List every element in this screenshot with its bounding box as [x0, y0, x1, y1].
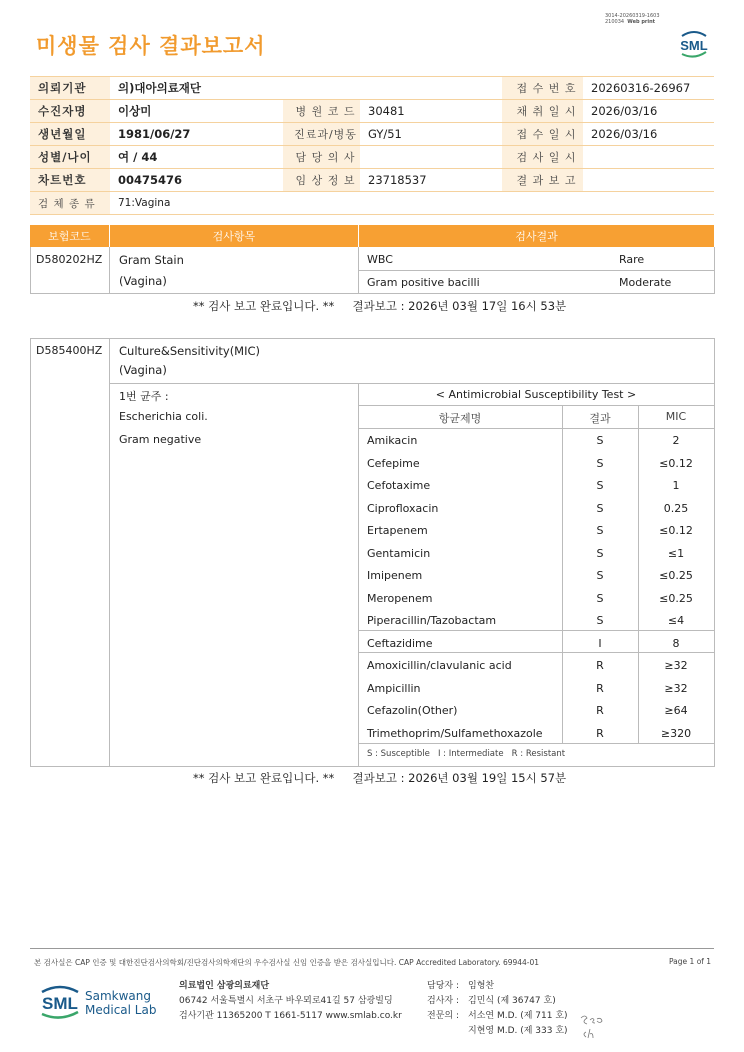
ast-drug: Amikacin	[367, 434, 418, 447]
org-contact: 검사기관 11365200 T 1661-5117 www.smlab.co.kr	[179, 1011, 402, 1021]
culture-name: Culture&Sensitivity(MIC)	[119, 344, 261, 358]
gram-result-name-0: WBC	[367, 253, 393, 266]
logo-name-line2: Medical Lab	[85, 1003, 157, 1017]
ast-mic: 8	[672, 636, 680, 650]
staff-row	[427, 1009, 568, 1024]
ast-drug: Imipenem	[367, 569, 423, 582]
ast-row	[358, 497, 714, 520]
ast-mic: 0.25	[663, 501, 689, 515]
ast-mic: ≤1	[667, 546, 685, 560]
patient-v2: 30481	[360, 100, 502, 123]
signature-icon	[578, 1010, 608, 1040]
patient-info-table	[30, 76, 714, 215]
patient-v1: 00475476	[110, 169, 283, 192]
ast-row	[358, 429, 714, 452]
patient-v1: 의)대아의료재단	[110, 77, 283, 100]
patient-v3: 20260316-26967	[583, 77, 714, 100]
ast-result: S	[596, 434, 604, 447]
ast-result: R	[596, 704, 604, 717]
patient-l2: 진료과/병동	[283, 123, 360, 146]
ast-result: S	[596, 524, 604, 537]
patient-l1: 수진자명	[30, 100, 110, 123]
culture-specimen: (Vagina)	[119, 363, 167, 377]
patient-v1: 이상미	[110, 100, 283, 123]
gram-specimen: (Vagina)	[119, 274, 167, 288]
ast-mic: ≥320	[660, 726, 692, 740]
patient-v3: 2026/03/16	[583, 100, 714, 123]
patient-l3: 결 과 보 고	[502, 169, 583, 192]
ast-drug: Cefotaxime	[367, 479, 431, 492]
print-stamp-line1: 3014-20260319-1603	[605, 13, 660, 19]
ast-row	[358, 722, 714, 745]
ast-result: S	[596, 501, 604, 515]
org-address: 06742 서울특별시 서초구 바우뫼로41길 57 삼광빌딩	[179, 996, 393, 1006]
header-test-item: 검사항목	[109, 225, 358, 247]
ast-mic: ≤0.12	[659, 456, 693, 470]
staff-row	[427, 994, 568, 1009]
patient-v3	[583, 169, 714, 192]
page-number: Page 1 of 1	[669, 957, 712, 966]
ast-row	[358, 632, 714, 655]
print-stamp-id: 210034	[605, 19, 625, 25]
ast-row	[358, 452, 714, 475]
patient-info-row	[30, 169, 714, 192]
ast-title: < Antimicrobial Susceptibility Test >	[435, 388, 637, 401]
patient-l2: 담 당 의 사	[283, 146, 360, 169]
ast-drug: Ciprofloxacin	[367, 501, 439, 515]
ast-mic: 1	[672, 479, 680, 492]
patient-l1: 의뢰기관	[30, 77, 110, 100]
ast-drug: Cefepime	[367, 456, 420, 470]
patient-l3: 검 사 일 시	[502, 146, 583, 169]
specimen-label: 검 체 종 류	[30, 192, 110, 215]
ast-drug: Gentamicin	[367, 546, 431, 560]
staff-name: 임형찬	[468, 981, 495, 991]
ast-result: S	[596, 614, 604, 627]
patient-l1: 차트번호	[30, 169, 110, 192]
ast-result: S	[596, 569, 604, 582]
ast-drug: Amoxicillin/clavulanic acid	[367, 659, 512, 672]
ast-drug: Meropenem	[367, 591, 433, 605]
ast-header-result: 결과	[589, 412, 611, 425]
ast-result: S	[596, 591, 604, 605]
ast-drug: Ampicillin	[367, 681, 421, 695]
organism-name: Escherichia coli.	[119, 410, 208, 423]
staff-role: 담당자 :	[427, 981, 459, 991]
ast-result: R	[596, 726, 604, 740]
patient-l1: 성별/나이	[30, 146, 110, 169]
staff-list	[427, 979, 568, 1039]
ast-mic: ≤0.25	[659, 569, 693, 582]
print-stamp	[605, 13, 660, 25]
culture-code: D585400HZ	[36, 344, 103, 357]
header-insurance-code: 보험코드	[48, 230, 91, 243]
patient-l2: 임 상 정 보	[283, 169, 360, 192]
ast-mic: ≤4	[667, 614, 685, 627]
gram-result-value-0: Rare	[619, 253, 645, 266]
ast-row	[358, 542, 714, 565]
ast-mic: ≥64	[664, 704, 688, 717]
ast-row	[358, 474, 714, 497]
patient-v2: GY/51	[360, 123, 502, 146]
organism-gram: Gram negative	[119, 433, 202, 446]
patient-l3: 접 수 번 호	[502, 77, 583, 100]
specimen-value: 71:Vagina	[110, 192, 714, 215]
patient-l2: 병 원 코 드	[283, 100, 360, 123]
staff-name: 서소연 M.D. (제 711 호)	[468, 1011, 568, 1021]
patient-v1: 여 / 44	[110, 146, 283, 169]
ast-row	[358, 609, 714, 632]
ast-drug: Trimethoprim/Sulfamethoxazole	[367, 726, 543, 740]
ast-row	[358, 677, 714, 700]
ast-result: S	[596, 546, 604, 560]
ast-drug: Ertapenem	[367, 524, 428, 537]
ast-legend: S : Susceptible I : Intermediate R : Resistant	[367, 749, 566, 759]
ast-row	[358, 699, 714, 722]
logo-name-line1: Samkwang	[85, 989, 151, 1003]
patient-l2	[283, 77, 360, 100]
gram-name: Gram Stain	[119, 253, 184, 267]
patient-v2	[360, 146, 502, 169]
ast-drug: Ceftazidime	[367, 636, 433, 650]
ast-result: S	[596, 456, 604, 470]
ast-header-mic: MIC	[665, 410, 687, 423]
culture-report-complete: ** 검사 보고 완료입니다. ** 결과보고 : 2026년 03월 19일 15시 57분	[193, 771, 567, 785]
staff-name: 지현영 M.D. (제 333 호)	[468, 1026, 568, 1036]
patient-info-row	[30, 100, 714, 123]
header-test-result: 검사결과	[358, 225, 714, 247]
staff-row	[427, 979, 568, 994]
ast-row	[358, 519, 714, 542]
patient-v3: 2026/03/16	[583, 123, 714, 146]
ast-mic: ≤0.12	[659, 524, 693, 537]
samkwang-logo-icon	[36, 980, 84, 1024]
staff-role: 검사자 :	[427, 996, 459, 1006]
patient-info-row	[30, 146, 714, 169]
patient-info-row	[30, 77, 714, 100]
patient-v1: 1981/06/27	[110, 123, 283, 146]
gram-report-complete: ** 검사 보고 완료입니다. ** 결과보고 : 2026년 03월 17일 16시 53분	[193, 299, 567, 313]
footer-logo-text: SML	[42, 994, 78, 1013]
gram-result-name-1: Gram positive bacilli	[367, 276, 480, 289]
footer-cap-note: 본 검사실은 CAP 인증 및 대한진단검사의학회/진단검사의학재단의 우수검사실 신임 인증을 받은 검사실입니다. CAP Accredited Laboratory. 69944-01	[34, 958, 540, 967]
patient-v2	[360, 77, 502, 100]
patient-info-row	[30, 123, 714, 146]
print-stamp-label: Web print	[627, 19, 656, 25]
ast-mic: ≥32	[664, 681, 688, 695]
org-name: 의료법인 삼광의료재단	[179, 981, 270, 991]
ast-mic: ≥32	[664, 659, 688, 672]
result-section-header	[30, 225, 714, 247]
ast-row	[358, 587, 714, 610]
ast-result: S	[596, 479, 604, 492]
ast-mic: 2	[672, 434, 680, 447]
ast-row	[358, 564, 714, 587]
ast-drug: Piperacillin/Tazobactam	[367, 614, 497, 627]
patient-l1: 생년월일	[30, 123, 110, 146]
gram-result-value-1: Moderate	[619, 276, 672, 289]
sml-logo-icon	[676, 26, 712, 62]
sml-logo-text: SML	[680, 38, 708, 53]
ast-result: R	[596, 659, 604, 672]
staff-row	[427, 1024, 568, 1039]
strain-label: 1번 균주 :	[119, 390, 169, 403]
patient-v3	[583, 146, 714, 169]
patient-l3: 접 수 일 시	[502, 123, 583, 146]
specimen-row	[30, 192, 714, 215]
report-title: 미생물 검사 결과보고서	[36, 34, 266, 58]
ast-result: R	[596, 681, 604, 695]
patient-l3: 채 취 일 시	[502, 100, 583, 123]
ast-drug: Cefazolin(Other)	[367, 704, 458, 717]
staff-name: 김민식 (제 36747 호)	[468, 996, 556, 1006]
patient-v2: 23718537	[360, 169, 502, 192]
ast-row	[358, 654, 714, 677]
ast-mic: ≤0.25	[659, 591, 693, 605]
ast-header-drug: 항균제명	[438, 412, 482, 425]
ast-result: I	[598, 636, 602, 650]
samkwang-logo-name	[85, 989, 156, 1017]
staff-role: 전문의 :	[427, 1011, 459, 1021]
gram-code: D580202HZ	[36, 253, 103, 266]
